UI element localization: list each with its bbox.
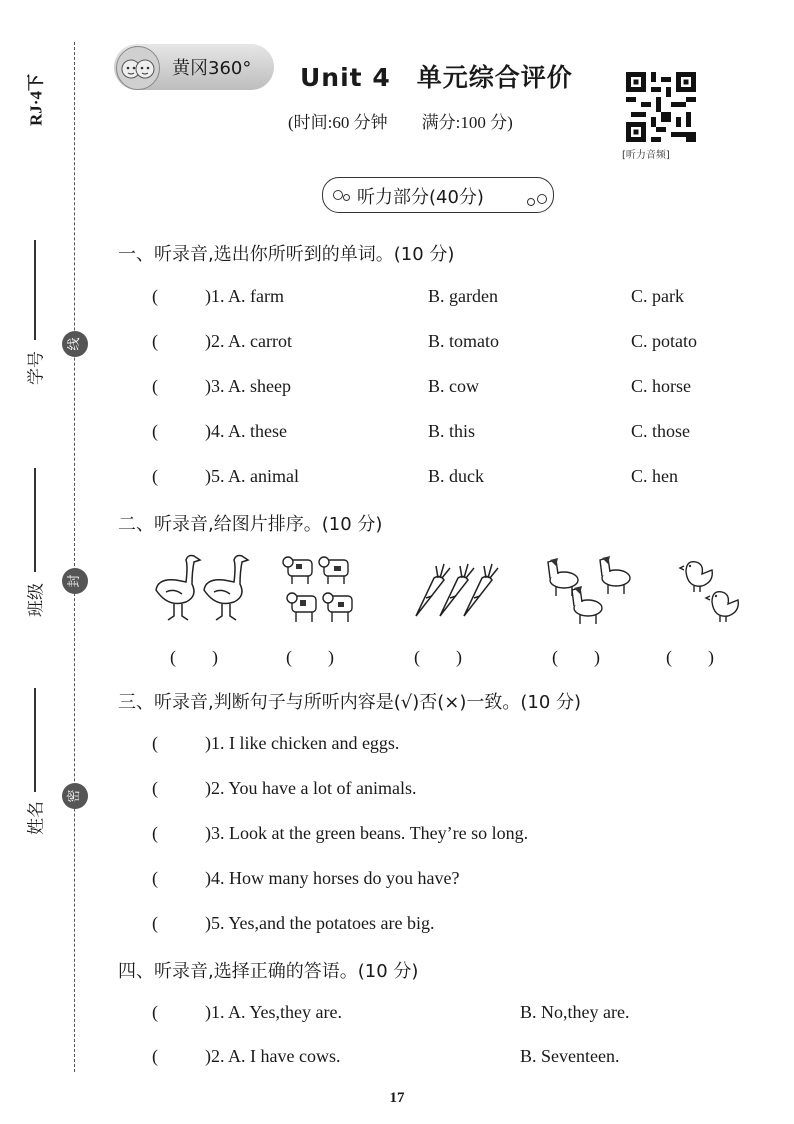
logo-mascot-icon (116, 46, 160, 90)
grade-label: RJ·4下 (26, 74, 46, 126)
option-a: )3. A. sheep (205, 376, 291, 396)
picture-order-blank[interactable]: ( ) (286, 647, 334, 667)
hens-picture (678, 552, 748, 628)
answer-blank[interactable]: ( (152, 733, 158, 753)
class-line (34, 468, 36, 572)
brand-logo (114, 44, 274, 90)
statement-text: )1. I like chicken and eggs. (205, 733, 400, 753)
option-b: B. No,they are. (520, 1002, 630, 1022)
answer-blank[interactable]: ( (152, 913, 158, 933)
option-a: )1. A. farm (205, 286, 284, 306)
picture-order-blank[interactable]: ( ) (414, 647, 462, 667)
student-no-line (34, 240, 36, 340)
page-title: Unit 4 单元综合评价 (300, 63, 573, 92)
option-b: B. garden (428, 286, 498, 306)
picture-order-blank[interactable]: ( ) (170, 647, 218, 667)
horses-picture (542, 552, 640, 634)
ring-icon (537, 194, 547, 204)
geese-picture (146, 552, 254, 628)
qr-caption: [听力音频] (622, 150, 670, 161)
cows-picture (282, 552, 360, 632)
student-no-label: 学号 (26, 351, 47, 385)
section2-heading: 二、听录音,给图片排序。(10 分) (118, 514, 383, 535)
statement-text: )3. Look at the green beans. They’re so long. (205, 823, 529, 843)
answer-blank[interactable]: ( (152, 376, 158, 396)
listening-section-banner (322, 177, 554, 213)
option-a: )4. A. these (205, 421, 287, 441)
exam-info: (时间:60 分钟 满分:100 分) (288, 113, 513, 132)
ring-icon (333, 190, 343, 200)
option-a: )5. A. animal (205, 466, 299, 486)
option-a: )1. A. Yes,they are. (205, 1002, 342, 1022)
answer-blank[interactable]: ( (152, 1046, 158, 1066)
option-c: C. potato (631, 331, 697, 351)
name-line (34, 688, 36, 792)
section1-heading: 一、听录音,选出你所听到的单词。(10 分) (118, 244, 455, 265)
section4-heading: 四、听录音,选择正确的答语。(10 分) (118, 961, 419, 982)
answer-blank[interactable]: ( (152, 823, 158, 843)
option-c: C. those (631, 421, 691, 441)
answer-blank[interactable]: ( (152, 868, 158, 888)
banner-label: 听力部分(40分) (357, 187, 484, 208)
ring-icon (343, 194, 350, 201)
section3-heading: 三、听录音,判断句子与所听内容是(√)否(×)一致。(10 分) (118, 692, 582, 713)
picture-order-blank[interactable]: ( ) (552, 647, 600, 667)
option-c: C. hen (631, 466, 678, 486)
logo-text: 黄冈360° (172, 58, 252, 79)
name-label: 姓名 (26, 801, 47, 835)
statement-text: )5. Yes,and the potatoes are big. (205, 913, 435, 933)
option-b: B. cow (428, 376, 479, 396)
answer-blank[interactable]: ( (152, 466, 158, 486)
option-b: B. duck (428, 466, 484, 486)
statement-text: )4. How many horses do you have? (205, 868, 460, 888)
class-label: 班级 (26, 583, 47, 617)
seal-secret: 密 (62, 783, 88, 809)
page-number: 17 (389, 1090, 405, 1106)
statement-text: )2. You have a lot of animals. (205, 778, 417, 798)
ring-icon (527, 198, 535, 206)
option-b: B. Seventeen. (520, 1046, 620, 1066)
binding-dashed-line (74, 42, 75, 1072)
answer-blank[interactable]: ( (152, 331, 158, 351)
answer-blank[interactable]: ( (152, 778, 158, 798)
seal-line: 线 (62, 331, 88, 357)
answer-blank[interactable]: ( (152, 286, 158, 306)
option-c: C. horse (631, 376, 691, 396)
answer-blank[interactable]: ( (152, 1002, 158, 1022)
option-a: )2. A. carrot (205, 331, 292, 351)
answer-blank[interactable]: ( (152, 421, 158, 441)
picture-order-blank[interactable]: ( ) (666, 647, 714, 667)
option-a: )2. A. I have cows. (205, 1046, 341, 1066)
option-b: B. this (428, 421, 476, 441)
seal-seal: 封 (62, 568, 88, 594)
qr-code-icon[interactable] (626, 72, 696, 142)
carrots-picture (410, 552, 502, 628)
option-c: C. park (631, 286, 684, 306)
option-b: B. tomato (428, 331, 499, 351)
